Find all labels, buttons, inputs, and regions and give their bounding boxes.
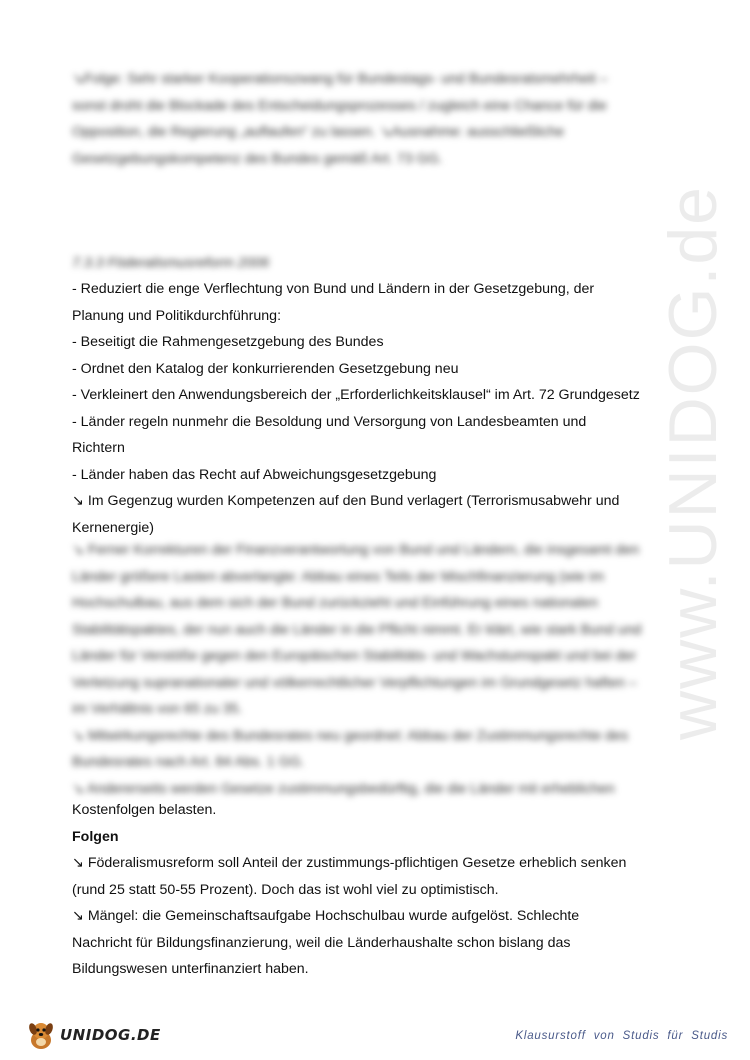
text-line: - Ordnet den Katalog der konkurrierenden Gesetzgebung neu bbox=[72, 360, 459, 377]
watermark: www.UNIDOG.de bbox=[655, 185, 731, 740]
middle-paragraph-blurred bbox=[72, 537, 682, 802]
text-line: Richtern bbox=[72, 440, 125, 456]
text-line: Bundesrates nach Art. 84 Abs. 1 GG. bbox=[72, 754, 305, 770]
text-line: ↘ Mitwirkungsrechte des Bundesrates neu geordnet: Abbau der Zustimmungsrechte des bbox=[72, 727, 629, 744]
footer-slogan: Klausurstoff von Studis für Studis bbox=[515, 1030, 728, 1042]
text-line: - Länder regeln nunmehr die Besoldung und Versorgung von Landesbeamten und bbox=[72, 413, 587, 430]
dog-mascot-icon bbox=[24, 1018, 58, 1052]
logo-text: UNIDOG.DE bbox=[60, 1026, 161, 1044]
text-line: ↘ Mängel: die Gemeinschaftsaufgabe Hochschulbau wurde aufgelöst. Schlechte bbox=[72, 908, 580, 924]
text-line: - Länder haben das Recht auf Abweichungsgesetzgebung bbox=[72, 466, 437, 483]
text-line: Planung und Politikdurchführung: bbox=[72, 307, 282, 324]
text-line: Bildungswesen unterfinanziert haben. bbox=[72, 961, 309, 977]
text-line: Länder für Verstöße gegen den Europäischen Stabilitäts- und Wachstumspakt und bei der bbox=[72, 648, 637, 664]
reform-list bbox=[72, 276, 682, 541]
footer-logo bbox=[24, 1018, 161, 1052]
text-line: Kernenergie) bbox=[72, 519, 155, 536]
text-line: - Verkleinert den Anwendungsbereich der „Erforderlichkeitsklausel“ im Art. 72 Grundgesetz bbox=[72, 387, 640, 403]
text-line: Gesetzgebungskompetenz des Bundes gemäß Art. 73 GG. bbox=[72, 150, 443, 167]
text-line: ↘Folge: Sehr starker Kooperationszwang für Bundestags- und Bundesratsmehrheit – bbox=[72, 71, 608, 87]
text-line: - Beseitigt die Rahmengesetzgebung des Bundes bbox=[72, 334, 384, 350]
text-line: Länder größere Lasten abverlangte: Abbau eines Teils der Mischfinanzierung (wie im bbox=[72, 568, 605, 585]
folgen-heading: Folgen bbox=[72, 828, 119, 845]
text-line: ↘ Im Gegenzug wurden Kompetenzen auf den Bund verlagert (Terrorismusabwehr und bbox=[72, 493, 620, 509]
intro-paragraph-blurred bbox=[72, 66, 682, 172]
text-line: Verletzung supranationaler und völkerrechtlicher Verpflichtungen im Grundgesetz haften – bbox=[72, 674, 637, 691]
text-line: im Verhältnis von 65 zu 35. bbox=[72, 701, 243, 717]
text-line: ↘ Andererseits werden Gesetze zustimmungsbedürftig, die die Länder mit erheblichen bbox=[72, 780, 615, 797]
section-heading-text: 7.3.3 Föderalismusreform 2006 bbox=[72, 255, 270, 271]
text-line: sonst droht die Blockade des Entscheidungsprozesses / zugleich eine Chance für die bbox=[72, 97, 607, 114]
text-line: Nachricht für Bildungsfinanzierung, weil die Länderhaushalte schon bislang das bbox=[72, 934, 571, 951]
text-line: Hochschulbau, aus dem sich der Bund zurückzieht und Einführung eines nationalen bbox=[72, 595, 599, 611]
text-line: Opposition, die Regierung „auflaufen“ zu lassen. ↘Ausnahme: ausschließliche bbox=[72, 124, 565, 140]
text-line: Stabilitätspaktes, der nun auch die Länder in die Pflicht nimmt. Er klärt, wie stark Bund und bbox=[72, 621, 642, 638]
text-line: ↘ Ferner Korrekturen der Finanzverantwortung von Bund und Ländern, die insgesamt den bbox=[72, 542, 640, 558]
text-line: (rund 25 statt 50-55 Prozent). Doch das ist wohl viel zu optimistisch. bbox=[72, 881, 499, 898]
text-line: - Reduziert die enge Verflechtung von Bund und Ländern in der Gesetzgebung, der bbox=[72, 281, 595, 297]
section-heading bbox=[72, 250, 682, 277]
text-line: ↘ Föderalismusreform soll Anteil der zustimmungs-pflichtigen Gesetze erheblich senken bbox=[72, 855, 627, 871]
text-line: Kostenfolgen belasten. bbox=[72, 802, 217, 818]
closing-paragraph bbox=[72, 797, 682, 983]
